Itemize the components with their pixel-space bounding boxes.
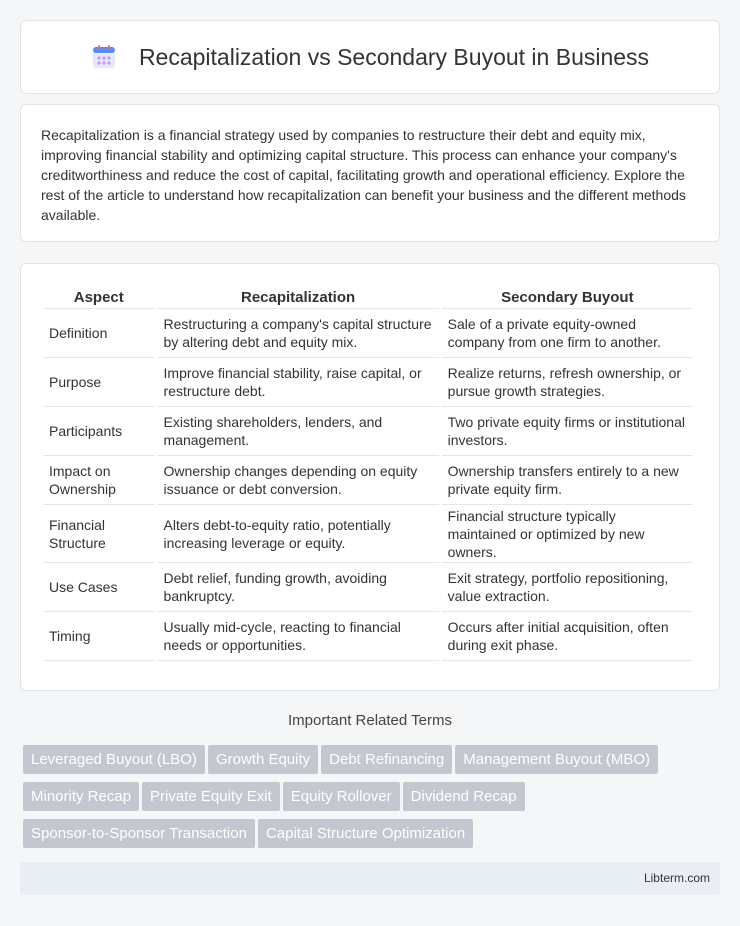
term-tag[interactable]: Private Equity Exit	[142, 782, 280, 811]
related-terms-list	[23, 745, 723, 856]
row-recap-cell: Improve financial stability, raise capital, or restructure debt.	[158, 358, 439, 407]
table-row	[43, 505, 693, 563]
title-card	[20, 20, 720, 94]
intro-card	[20, 104, 720, 242]
row-sbo-cell: Two private equity firms or institutional investors.	[442, 407, 693, 456]
row-sbo-cell: Financial structure typically maintained or optimized by new owners.	[442, 505, 693, 563]
related-terms-heading: Important Related Terms	[288, 712, 452, 729]
term-tag[interactable]: Equity Rollover	[283, 782, 400, 811]
row-recap-cell: Ownership changes depending on equity issuance or debt conversion.	[158, 456, 439, 505]
row-sbo-cell: Sale of a private equity-owned company from one firm to another.	[442, 309, 693, 358]
header-secondary-buyout: Secondary Buyout	[442, 284, 693, 309]
table-row	[43, 456, 693, 505]
table-row	[43, 563, 693, 612]
row-sbo-cell: Occurs after initial acquisition, often during exit phase.	[442, 612, 693, 661]
calendar-icon	[91, 44, 117, 70]
table-row	[43, 309, 693, 358]
row-aspect: Financial Structure	[43, 505, 155, 563]
row-sbo-cell: Ownership transfers entirely to a new private equity firm.	[442, 456, 693, 505]
term-tag[interactable]: Management Buyout (MBO)	[455, 745, 658, 774]
row-sbo-cell: Exit strategy, portfolio repositioning, value extraction.	[442, 563, 693, 612]
term-tag[interactable]: Dividend Recap	[403, 782, 525, 811]
intro-text: Recapitalization is a financial strategy used by companies to restructure their debt and equity mix, improving financial stability and optimizing capital structure. This process can enhance your company's creditworthiness and reduce the cost of capital, facilitating growth and operational efficiency. Explore the rest of the article to understand how recapitalization can benefit your business and the different methods available.	[41, 127, 686, 223]
row-aspect: Timing	[43, 612, 155, 661]
row-aspect: Participants	[43, 407, 155, 456]
row-sbo-cell: Realize returns, refresh ownership, or pursue growth strategies.	[442, 358, 693, 407]
page-title: Recapitalization vs Secondary Buyout in Business	[138, 43, 650, 70]
row-aspect: Purpose	[43, 358, 155, 407]
row-aspect: Impact on Ownership	[43, 456, 155, 505]
row-recap-cell: Alters debt-to-equity ratio, potentially increasing leverage or equity.	[158, 505, 439, 563]
comparison-table	[40, 284, 696, 661]
term-tag[interactable]: Debt Refinancing	[321, 745, 452, 774]
row-recap-cell: Existing shareholders, lenders, and management.	[158, 407, 439, 456]
table-row	[43, 358, 693, 407]
term-tag[interactable]: Growth Equity	[208, 745, 318, 774]
table-row	[43, 612, 693, 661]
row-aspect: Use Cases	[43, 563, 155, 612]
row-aspect: Definition	[43, 309, 155, 358]
table-header-row	[43, 284, 693, 309]
row-recap-cell: Debt relief, funding growth, avoiding bankruptcy.	[158, 563, 439, 612]
footer	[20, 862, 720, 895]
row-recap-cell: Restructuring a company's capital structure by altering debt and equity mix.	[158, 309, 439, 358]
row-recap-cell: Usually mid-cycle, reacting to financial needs or opportunities.	[158, 612, 439, 661]
comparison-card	[20, 263, 720, 691]
term-tag[interactable]: Capital Structure Optimization	[258, 819, 473, 848]
term-tag[interactable]: Sponsor-to-Sponsor Transaction	[23, 819, 255, 848]
footer-site-link[interactable]: Libterm.com	[643, 871, 710, 885]
term-tag[interactable]: Minority Recap	[23, 782, 139, 811]
header-aspect: Aspect	[43, 284, 155, 309]
table-row	[43, 407, 693, 456]
header-recapitalization: Recapitalization	[158, 284, 439, 309]
term-tag[interactable]: Leveraged Buyout (LBO)	[23, 745, 205, 774]
